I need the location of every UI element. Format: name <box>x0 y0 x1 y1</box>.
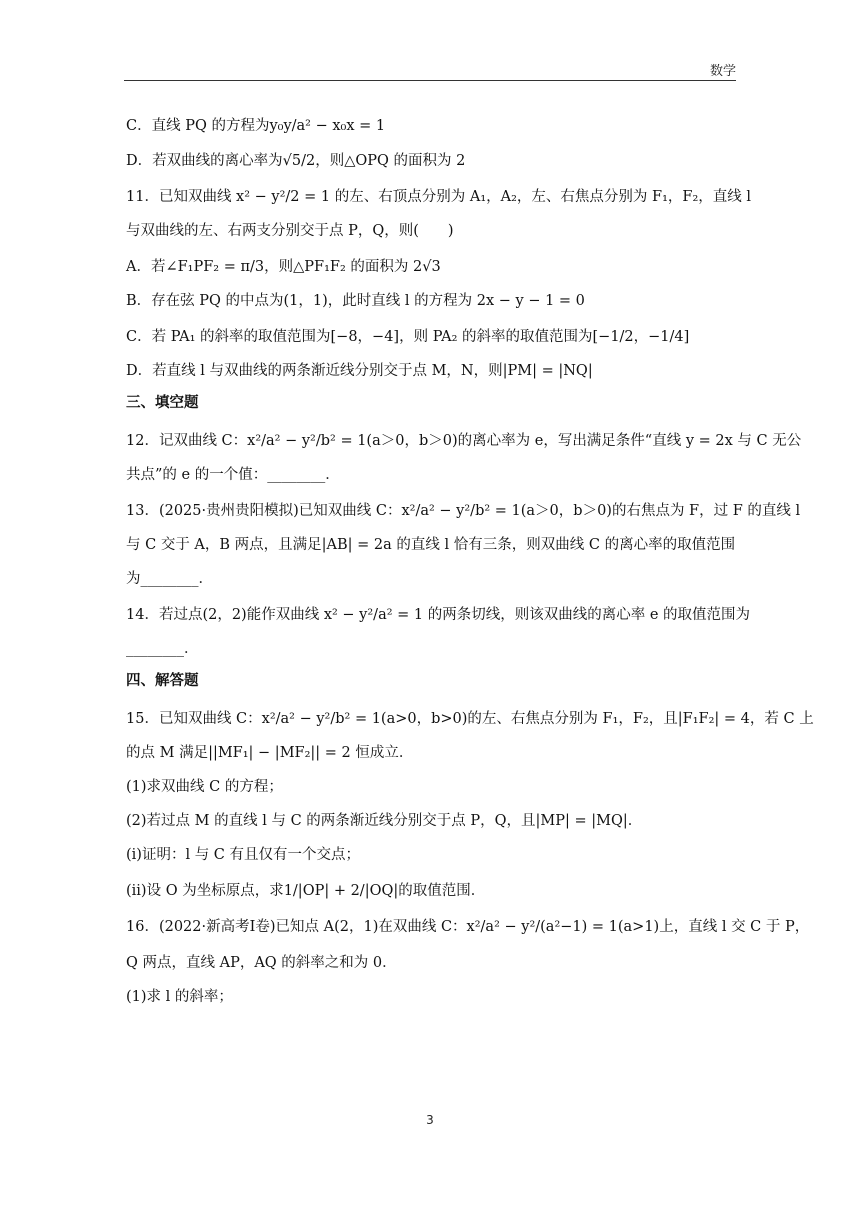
line-question-15-part-2-i: (ⅰ)证明：l 与 C 有且仅有一个交点； <box>126 847 361 863</box>
line-question-14-cont: ________． <box>126 641 199 657</box>
line-option-c-10: C．直线 PQ 的方程为y₀y/a² − x₀x = 1 <box>126 118 386 134</box>
line-option-d-10: D．若双曲线的离心率为√5/2，则△OPQ 的面积为 2 <box>126 153 466 169</box>
line-question-16-part-1: (1)求 l 的斜率； <box>126 989 233 1005</box>
line-question-16-cont: Q 两点，直线 AP，AQ 的斜率之和为 0． <box>126 955 397 971</box>
line-question-15-part-2: (2)若过点 M 的直线 l 与 C 的两条渐近线分别交于点 P，Q，且|MP| = |MQ|． <box>126 813 643 829</box>
section-heading-solutions: 四、解答题 <box>126 673 199 689</box>
line-question-11-cont: 与双曲线的左、右两支分别交于点 P，Q，则( ) <box>126 223 454 239</box>
header-subject: 数学 <box>709 64 736 79</box>
line-question-15-part-1: (1)求双曲线 C 的方程； <box>126 779 283 795</box>
line-question-15-part-2-ii: (ⅱ)设 O 为坐标原点，求1/|OP| + 2/|OQ|的取值范围． <box>126 883 486 899</box>
line-question-16: 16．(2022·新高考Ⅰ卷)已知点 A(2，1)在双曲线 C：x²/a² − y²/(a²−1) = 1(a>1)上，直线 l 交 C 于 P， <box>126 919 810 935</box>
page-number: 3 <box>426 1113 434 1127</box>
line-option-b-11: B．存在弦 PQ 的中点为(1，1)，此时直线 l 的方程为 2x − y − 1 = 0 <box>126 293 585 309</box>
line-option-a-11: A．若∠F₁PF₂ = π/3，则△PF₁F₂ 的面积为 2√3 <box>126 259 441 275</box>
line-question-14: 14．若过点(2，2)能作双曲线 x² − y²/a² = 1 的两条切线，则该双曲线的离心率 e 的取值范围为 <box>126 607 751 623</box>
line-question-12-cont: 共点”的 e 的一个值：________． <box>126 467 340 483</box>
section-heading-fill-in: 三、填空题 <box>126 395 199 411</box>
page-content <box>126 100 814 1005</box>
line-option-c-11: C．若 PA₁ 的斜率的取值范围为[−8，−4]，则 PA₂ 的斜率的取值范围为[−1/2，−1/4] <box>126 329 690 345</box>
header-divider <box>124 80 736 81</box>
line-question-12: 12．记双曲线 C：x²/a² − y²/b² = 1(a＞0，b＞0)的离心率为 e，写出满足条件“直线 y = 2x 与 C 无公 <box>126 433 802 449</box>
line-question-15-cont: 的点 M 满足||MF₁| − |MF₂|| = 2 恒成立． <box>126 745 414 761</box>
line-question-13-cont-1: 与 C 交于 A，B 两点，且满足|AB| = 2a 的直线 l 恰有三条，则双曲线 C 的离心率的取值范围 <box>126 537 736 553</box>
line-question-13: 13．(2025·贵州贵阳模拟)已知双曲线 C：x²/a² − y²/b² = 1(a＞0，b＞0)的右焦点为 F，过 F 的直线 l <box>126 503 801 519</box>
line-question-11: 11．已知双曲线 x² − y²/2 = 1 的左、右顶点分别为 A₁，A₂，左、右焦点分别为 F₁，F₂，直线 l <box>126 189 752 205</box>
line-question-15: 15．已知双曲线 C：x²/a² − y²/b² = 1(a>0，b>0)的左、右焦点分别为 F₁，F₂，且|F₁F₂| = 4，若 C 上 <box>126 711 814 727</box>
line-option-d-11: D．若直线 l 与双曲线的两条渐近线分别交于点 M，N，则|PM| = |NQ| <box>126 363 593 379</box>
line-question-13-cont-2: 为________． <box>126 571 213 587</box>
